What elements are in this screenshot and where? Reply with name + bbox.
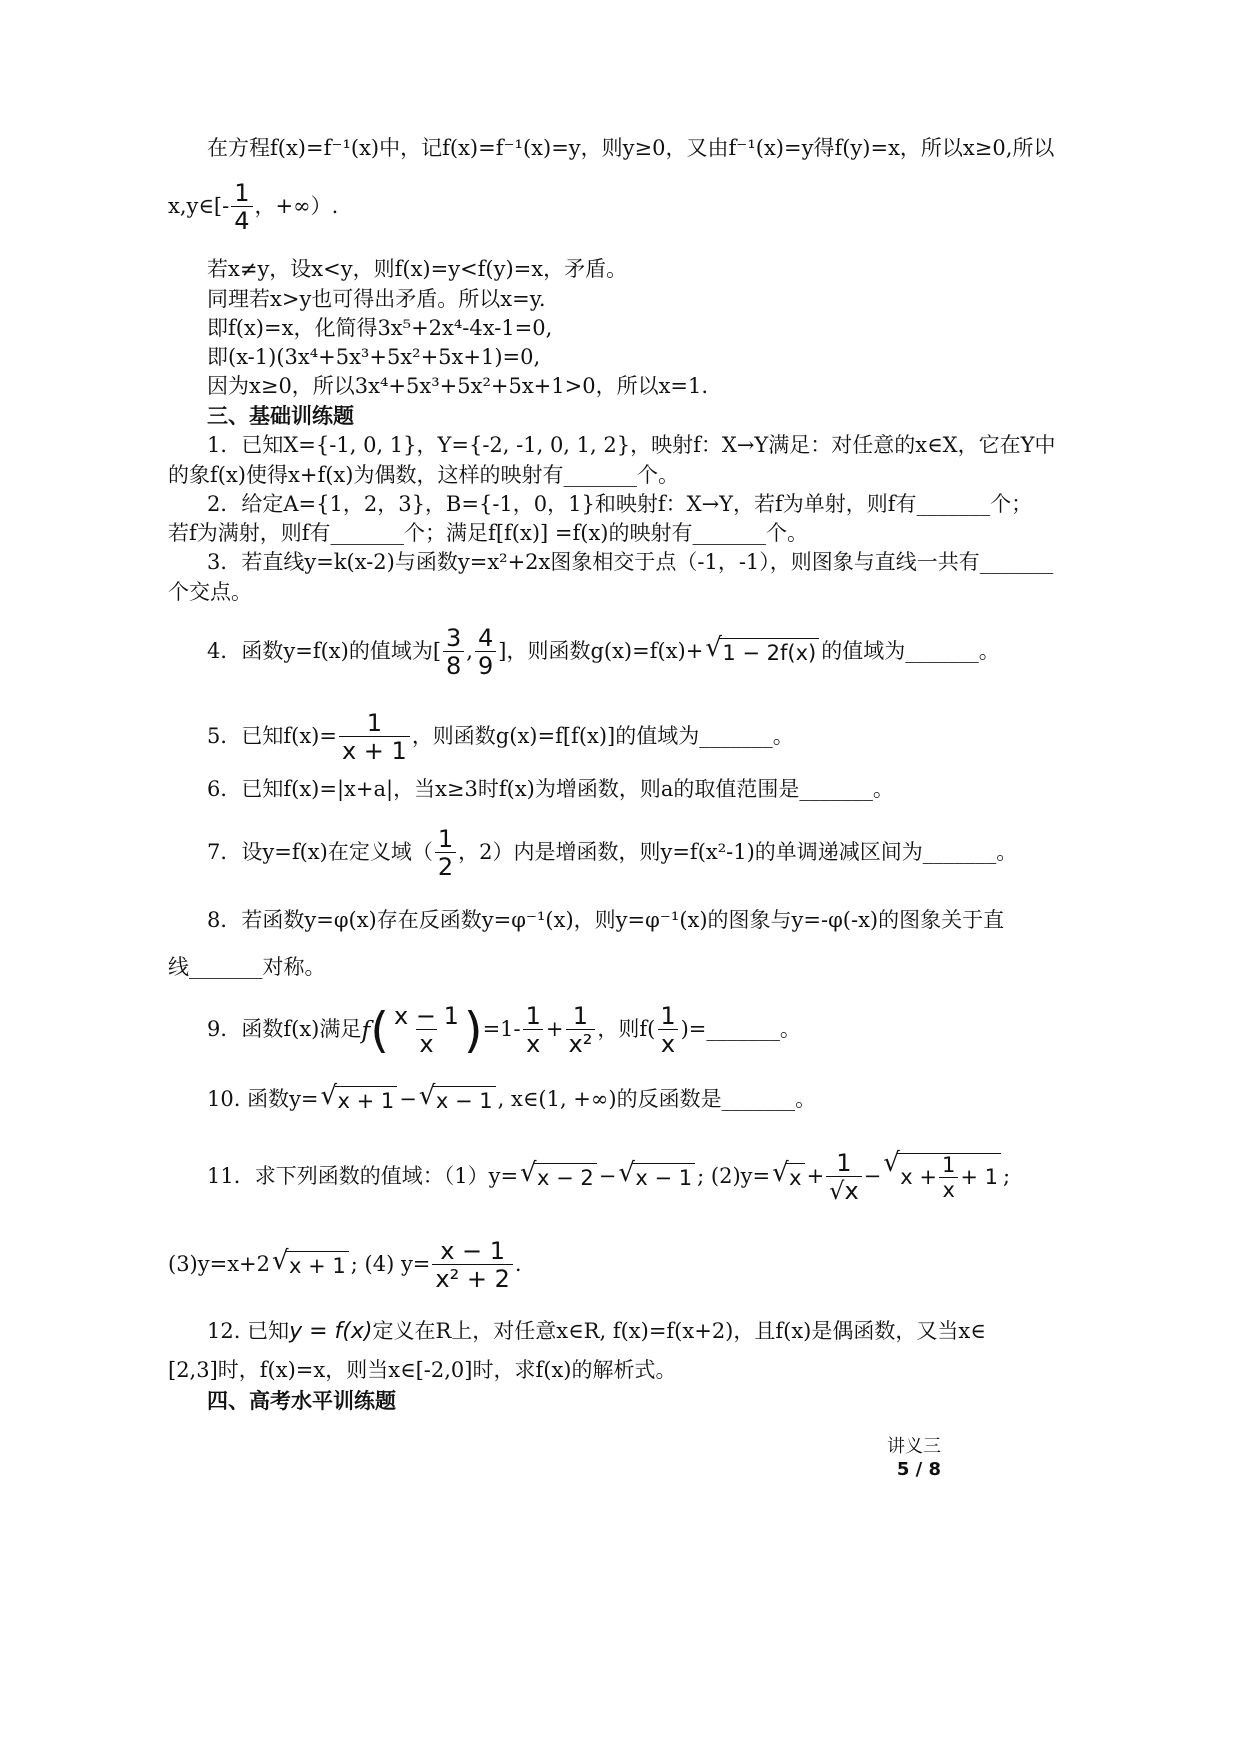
question-8-cont: 线_______对称。	[168, 955, 326, 979]
question-3-cont: 个交点。	[168, 580, 252, 604]
fraction-denominator: x	[416, 1029, 436, 1057]
plus-sign: +	[806, 1163, 825, 1188]
radicand: x + 1	[286, 1251, 349, 1280]
text-fragment: 的值域为_______。	[821, 638, 1000, 663]
text-line: 因为x≥0，所以3x⁴+5x³+5x²+5x+1>0，所以x=1.	[207, 374, 709, 398]
text-fragment: x,y∈[-	[168, 193, 230, 218]
text-line: 即(x-1)(3x⁴+5x³+5x²+5x+1)=0,	[207, 345, 541, 369]
footer-doc-name: 讲义三	[887, 1436, 941, 1457]
fraction	[657, 1003, 678, 1058]
fraction	[475, 625, 496, 680]
left-paren: (	[370, 1002, 389, 1059]
square-root	[520, 1163, 597, 1192]
question-10	[207, 1085, 816, 1115]
text-fragment: ; (2)y=	[697, 1163, 771, 1188]
radicand-part: + 1	[960, 1164, 998, 1189]
radicand: x − 1	[632, 1163, 695, 1192]
fraction	[523, 1003, 544, 1058]
fraction-denominator: x²	[566, 1029, 596, 1057]
text-fragment: 9．函数f(x)满足	[207, 1016, 362, 1041]
question-3: 3．若直线y=k(x-2)与函数y=x²+2x图象相交于点（-1，-1），则图象与直线一共有_______	[207, 550, 1054, 574]
text-line: 若x≠y，设x<y，则f(x)=y<f(y)=x，矛盾。	[207, 257, 628, 281]
fraction-numerator: 3	[446, 624, 462, 652]
fraction-denominator: 4	[231, 206, 252, 234]
text-fragment: 11．求下列函数的值域：（1）y=	[207, 1163, 519, 1188]
section-heading: 三、基础训练题	[207, 404, 354, 428]
radicand: 1 − 2f(x)	[719, 638, 819, 667]
text-fragment: 10. 函数y=	[207, 1087, 319, 1111]
page-number: 5 / 8	[896, 1459, 941, 1480]
question-2-cont: 若f为满射，则f有_______个；满足f[f(x)] =f(x)的映射有_______个。	[168, 521, 808, 545]
text-fragment: =1-	[482, 1016, 521, 1041]
question-9	[207, 1003, 801, 1058]
fraction-denominator: x	[939, 1177, 957, 1202]
fraction	[339, 710, 410, 765]
fraction-numerator: 1	[366, 709, 383, 737]
fraction-numerator: 1	[525, 1002, 541, 1030]
fraction-numerator: 1	[572, 1002, 589, 1030]
text-fragment: ，2）内是增函数，则y=f(x²-1)的单调递减区间为_______。	[458, 839, 1018, 864]
fraction-denominator: √x	[826, 1176, 862, 1204]
minus-sign: −	[598, 1163, 617, 1188]
radicand-part: x +	[900, 1164, 937, 1189]
text-fragment: (3)y=x+2	[168, 1251, 271, 1276]
text-fragment: )=_______。	[680, 1016, 801, 1041]
fraction	[435, 826, 456, 881]
fraction	[939, 1154, 958, 1202]
square-root	[883, 1153, 1001, 1202]
fraction-denominator: x + 1	[339, 736, 410, 764]
radicand	[897, 1153, 1001, 1202]
fraction-numerator: 1	[836, 1149, 852, 1177]
text-line: 同理若x>y也可得出矛盾。所以x=y.	[207, 287, 546, 311]
fraction	[391, 1003, 462, 1058]
square-root	[321, 1086, 398, 1115]
radicand: x	[786, 1163, 804, 1192]
text-fragment: , x∈(1, +∞)的反函数是_______。	[497, 1087, 817, 1111]
fraction-denominator: x	[523, 1029, 543, 1057]
text-fragment: 7．设y=f(x)在定义域（	[207, 839, 433, 864]
fraction	[566, 1003, 596, 1058]
radicand: x + 1	[335, 1086, 398, 1115]
fraction	[231, 180, 252, 235]
question-1: 1．已知X={-1, 0, 1}，Y={-2, -1, 0, 1, 2}，映射f：X→Y满足：对任意的x∈X，它在Y中	[207, 433, 1056, 457]
text-fragment: 定义在R上，对任意x∈R, f(x)=f(x+2)，且f(x)是偶函数，又当x∈	[372, 1319, 986, 1343]
text-fragment: ，则函数g(x)=f[f(x)]的值域为_______。	[411, 723, 794, 748]
text-fragment: ;	[1003, 1163, 1011, 1188]
fraction	[443, 625, 464, 680]
text-fragment: ，+∞）.	[254, 193, 339, 218]
fraction-numerator: x − 1	[440, 1237, 506, 1265]
fraction-numerator: 1	[437, 825, 454, 853]
fraction-denominator: 2	[435, 852, 456, 880]
fraction-denominator: 9	[475, 651, 496, 679]
question-6: 6．已知f(x)=|x+a|，当x≥3时f(x)为增函数，则a的取值范围是_______。	[207, 777, 894, 801]
plus-sign: +	[545, 1016, 564, 1041]
fraction-numerator: x − 1	[394, 1002, 459, 1030]
question-11-cont	[168, 1238, 522, 1293]
square-root	[772, 1163, 804, 1192]
fraction-denominator: 8	[443, 651, 464, 679]
text-fragment: 5．已知f(x)=	[207, 723, 337, 748]
text-fragment: 12. 已知	[207, 1319, 290, 1343]
question-12-cont: [2,3]时，f(x)=x，则当x∈[-2,0]时，求f(x)的解析式。	[168, 1358, 677, 1382]
text-fragment: ，则f(	[597, 1016, 656, 1041]
fraction-numerator: 1	[941, 1152, 956, 1177]
square-root	[618, 1163, 695, 1192]
right-paren: )	[463, 1002, 483, 1059]
question-4	[207, 625, 1000, 680]
question-12	[207, 1317, 986, 1346]
square-root	[272, 1251, 349, 1280]
section-heading: 四、高考水平训练题	[207, 1389, 396, 1413]
text-fragment: ]，则函数g(x)=f(x)+	[498, 638, 704, 663]
radicand: x − 1	[433, 1086, 496, 1115]
text-line	[168, 180, 338, 235]
formula: y = f(x)	[289, 1319, 373, 1344]
fraction-numerator: 4	[477, 624, 494, 652]
question-8: 8．若函数y=φ(x)存在反函数y=φ⁻¹(x)，则y=φ⁻¹(x)的图象与y=-φ(-x)的图象关于直	[207, 908, 1005, 932]
fraction	[826, 1150, 862, 1205]
radicand: x − 2	[534, 1163, 597, 1192]
question-5	[207, 710, 794, 765]
question-11	[207, 1150, 1010, 1205]
text-fragment: ; (4) y=	[350, 1251, 431, 1276]
minus-sign: −	[399, 1087, 417, 1111]
question-2: 2．给定A={1，2，3}，B={-1，0，1}和映射f：X→Y，若f为单射，则f有_______个；	[207, 492, 1033, 516]
question-1-cont: 的象f(x)使得x+f(x)为偶数，这样的映射有_______个。	[168, 463, 679, 487]
fraction-denominator: x² + 2	[432, 1264, 512, 1292]
minus-sign: −	[863, 1163, 882, 1188]
fraction-numerator: 1	[234, 179, 250, 207]
fraction-numerator: 1	[660, 1002, 676, 1030]
comma: ,	[466, 638, 473, 663]
function-symbol: f	[361, 1016, 371, 1045]
question-7	[207, 826, 1017, 881]
square-root	[705, 638, 819, 667]
fraction-denominator: x	[658, 1029, 678, 1057]
text-line: 在方程f(x)=f⁻¹(x)中，记f(x)=f⁻¹(x)=y，则y≥0，又由f⁻¹(x)=y得f(y)=x，所以x≥0,所以	[207, 136, 1055, 160]
text-fragment: 4．函数y=f(x)的值域为[	[207, 638, 442, 663]
text-fragment: .	[514, 1251, 522, 1276]
text-line: 即f(x)=x，化简得3x⁵+2x⁴-4x-1=0,	[207, 316, 553, 340]
fraction	[432, 1238, 512, 1293]
square-root	[419, 1086, 496, 1115]
